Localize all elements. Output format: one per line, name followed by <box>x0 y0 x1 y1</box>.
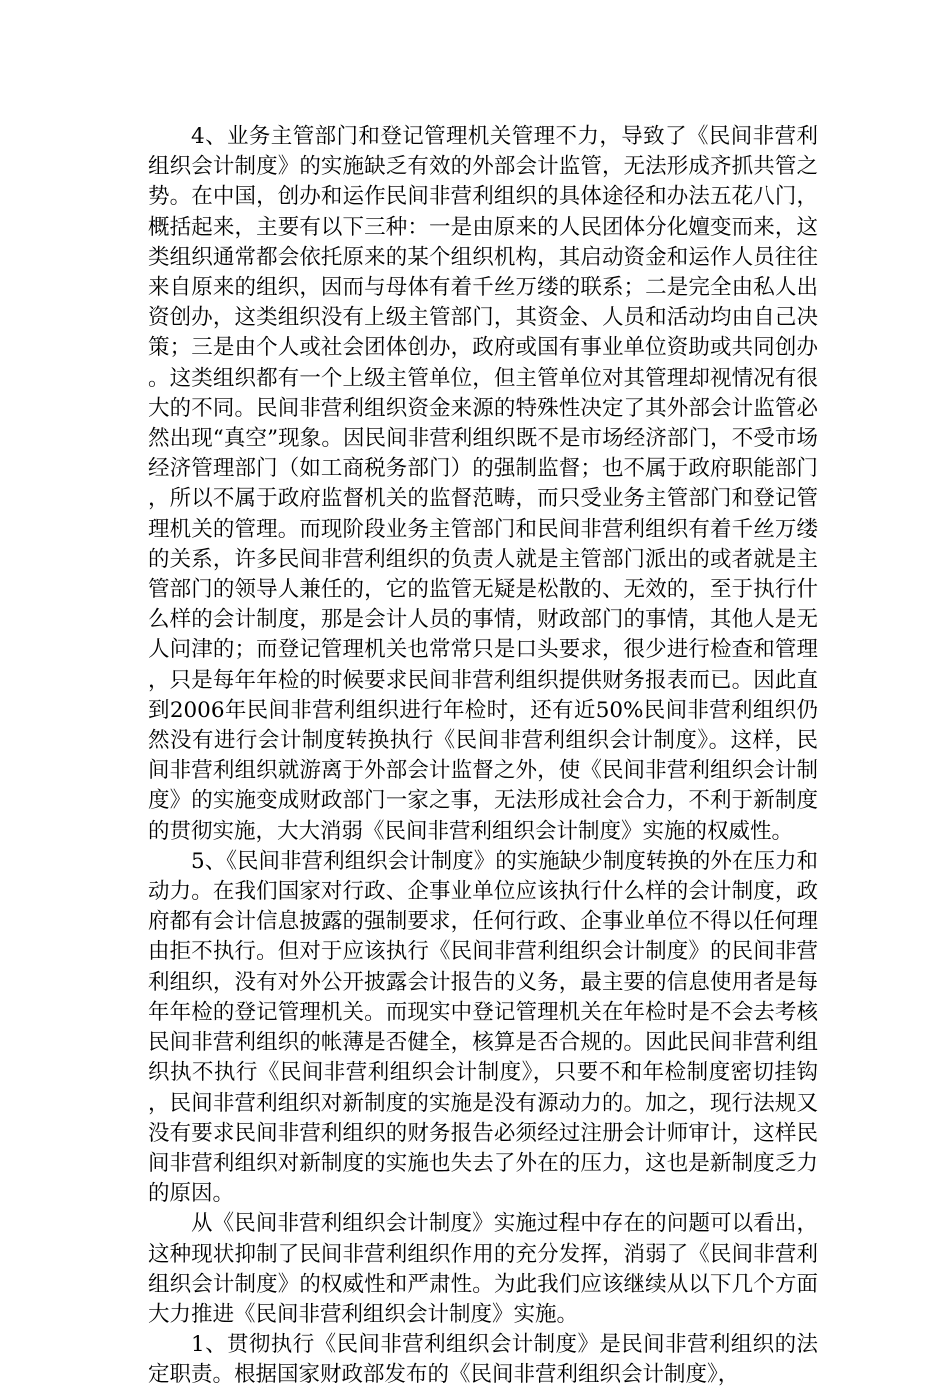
paragraph-external-pressure: 5、《民间非营利组织会计制度》的实施缺少制度转换的外在压力和动力。在我们国家对行政、企事业单位应该执行什么样的会计制度，政府都有会计信息披露的强制要求，任何行政、企事业单位不得以任何理由拒不执行。但对于应该执行《民间非营利组织会计制度》的民间非营利组织，没有对外公开披露会计报告的义务，最主要的信息使用者是每年年检的登记管理机关。而现实中登记管理机关在年检时是不会去考核民间非营利组织的帐薄是否健全，核算是否合规的。因此民间非营利组织执不执行《民间非营利组织会计制度》，只要不和年检制度密切挂钩，民间非营利组织对新制度的实施是没有源动力的。加之，现行法规又没有要求民间非营利组织的财务报告必须经过注册会计师审计，这样民间非营利组织对新制度的实施也失去了外在的压力，这也是新制度乏力的原因。 <box>148 848 818 1207</box>
paragraph-legal-duty: 1、贯彻执行《民间非营利组织会计制度》是民间非营利组织的法定职责。根据国家财政部发布的《民间非营利组织会计制度》， <box>148 1332 818 1388</box>
document-body <box>148 122 818 1391</box>
paragraph-summary: 从《民间非营利组织会计制度》实施过程中存在的问题可以看出，这种现状抑制了民间非营利组织作用的充分发挥，消弱了《民间非营利组织会计制度》的权威性和严肃性。为此我们应该继续从以下几个方面大力推进《民间非营利组织会计制度》实施。 <box>148 1211 818 1327</box>
paragraph-supervision-issue: 4、业务主管部门和登记管理机关管理不力，导致了《民间非营利组织会计制度》的实施缺乏有效的外部会计监管，无法形成齐抓共管之势。在中国，创办和运作民间非营利组织的具体途径和办法五花八门，概括起来，主要有以下三种：一是由原来的人民团体分化嬗变而来，这类组织通常都会依托原来的某个组织机构，其启动资金和运作人员往往来自原来的组织，因而与母体有着千丝万缕的联系；二是完全由私人出资创办，这类组织没有上级主管部门，其资金、人员和活动均由自己决策；三是由个人或社会团体创办，政府或国有事业单位资助或共同创办。这类组织都有一个上级主管单位，但主管单位对其管理却视情况有很大的不同。民间非营利组织资金来源的特殊性决定了其外部会计监管必然出现“真空”现象。因民间非营利组织既不是市场经济部门，不受市场经济管理部门（如工商税务部门）的强制监督；也不属于政府职能部门，所以不属于政府监督机关的监督范畴，而只受业务主管部门和登记管理机关的管理。而现阶段业务主管部门和民间非营利组织有着千丝万缕的关系，许多民间非营利组织的负责人就是主管部门派出的或者就是主管部门的领导人兼任的，它的监管无疑是松散的、无效的，至于执行什么样的会计制度，那是会计人员的事情，财政部门的事情，其他人是无人问津的；而登记管理机关也常常只是口头要求，很少进行检查和管理，只是每年年检的时候要求民间非营利组织提供财务报表而已。因此直到2006年民间非营利组织进行年检时，还有近50%民间非营利组织仍然没有进行会计制度转换执行《民间非营利组织会计制度》。这样，民间非营利组织就游离于外部会计监督之外，使《民间非营利组织会计制度》的实施变成财政部门一家之事，无法形成社会合力，不利于新制度的贯彻实施，大大消弱《民间非营利组织会计制度》实施的权威性。 <box>148 124 818 844</box>
